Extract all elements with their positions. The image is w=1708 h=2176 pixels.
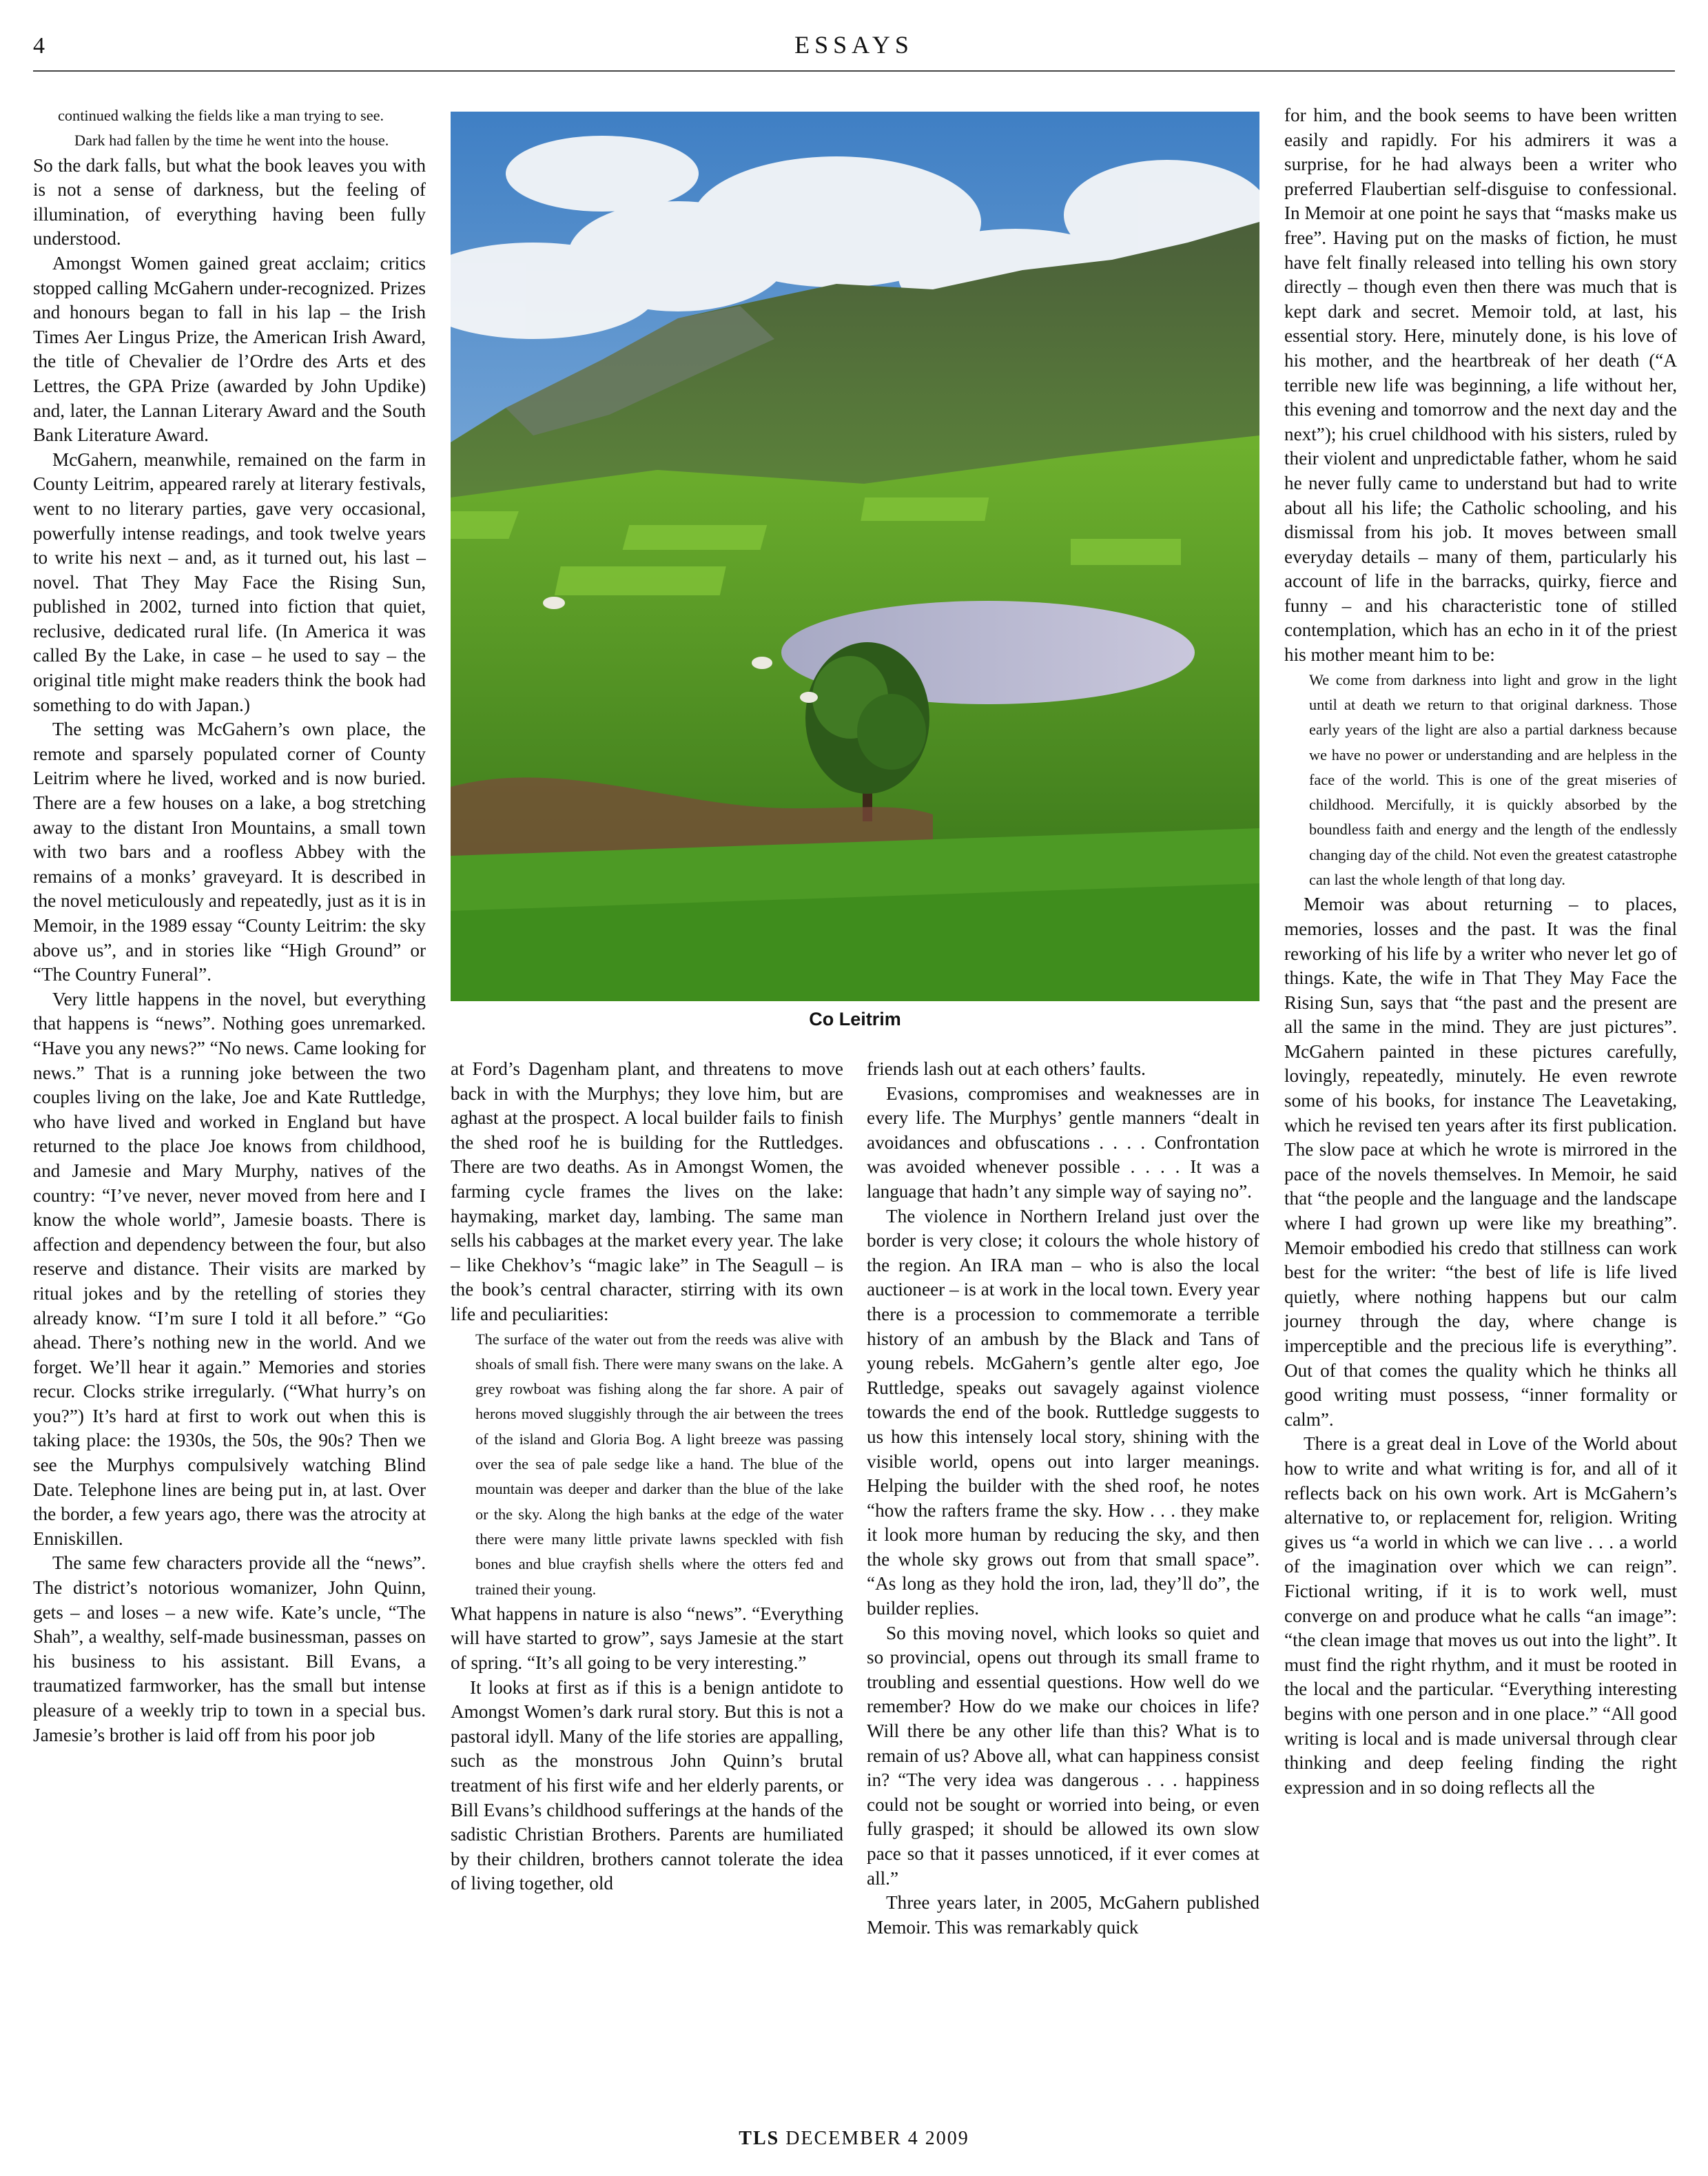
column-2	[451, 1057, 843, 1896]
quote-paragraph: The surface of the water out from the reeds was alive with shoals of small fish. There were many swans on the lake. A grey rowboat was fishing along the far shore. A pair of herons moved sluggishly through the air between the trees of the island and Gloria Bog. A light breeze was passing over the sea of pale sedge like a hand. The blue of the mountain was deeper and darker than the blue of the lake or the sky. Along the high banks at the edge of the water there were many little private lawns speckled with fish bones and blue crayfish shells where the otters fed and trained their young.	[475, 1330, 843, 1598]
column-4	[1284, 103, 1677, 1800]
block-quote	[1309, 668, 1677, 893]
block-quote	[58, 103, 426, 154]
section-title: ESSAYS	[794, 31, 914, 59]
column-1	[33, 103, 426, 1747]
quote-paragraph: Dark had fallen by the time he went into the house.	[74, 132, 389, 150]
paragraph: What happens in nature is also “news”. “Everything will have started to grow”, says Jamesie at the start of spring. “It’s all going to be very interesting.”	[451, 1603, 843, 1673]
page-number: 4	[33, 33, 45, 59]
publication-name: TLS	[739, 2128, 780, 2149]
paragraph: It looks at first as if this is a benign antidote to Amongst Women’s dark rural story. But this is not a pastoral idyll. Many of the life stories are appalling, such as the monstrous John Quinn’s brutal treatment of his first wife and her elderly parents, or Bill Evans’s childhood sufferings at the hands of the sadistic Christian Brothers. Parents are humiliated by their children, brothers cannot tolerate the idea of living together, old	[451, 1676, 843, 1894]
block-quote	[475, 1327, 843, 1602]
paragraph: The violence in Northern Ireland just over the border is very close; it colours the whole history of the region. An IRA man – who is also the local auctioneer – is at work in the local town. Every year there is a procession to commemorate a terrible history of an ambush by the Black and Tans of young rebels. McGahern’s gentle alter ego, Joe Ruttledge, speaks out savagely against violence towards the end of the book. Ruttledge suggests to us how this intensely local story, shining with the visible world, opens out into larger meanings. Helping the builder with the shed roof, he notes “how the rafters frame the sky. How . . . they make it look more human by reducing the sky, and then the whole sky grows out from that small space”. “As long as they hold the iron, lad, they’ll do”, the builder replies.	[867, 1205, 1259, 1619]
paragraph: So this moving novel, which looks so quiet and so provincial, opens out through its small frame to troubling and essential questions. How well do we remember? How do we make our choices in life? Will there be any other life than this? What is to remain of us? Above all, what can happiness consist in? “The very idea was dangerous . . . happiness could not be sought or worried into being, or even fully grasped; it should be allowed its own slow pace so that it passes unnoticed, if it ever comes at all.”	[867, 1622, 1259, 1889]
paragraph: Very little happens in the novel, but everything that happens is “news”. Nothing goes unremarked. “Have you any news?” “No news. Came looking for news.” That is a running joke between the two couples living on the lake, Joe and Kate Ruttledge, who have lived and worked in England but have returned to the place Joe knows from childhood, and Jamesie and Mary Murphy, natives of the country: “I’ve never, never moved from here and I know the whole world”, Jamesie boasts. There is affection and dependency between the four, but also reserve and distance. Their visits are marked by ritual jokes and by the retelling of stories they already know. “I’m sure I told it all before.” “Go ahead. There’s nothing new in the world. And we forget. We’ll hear it again.” Memories and stories recur. Clocks strike irregularly. (“What hurry’s on you?”) It’s hard at first to work out when this is taking place: the 1930s, the 50s, the 90s? Then we see the Murphys compulsively watching Blind Date. Telephone lines are being put in, at last. Over the border, a few years ago, there was the atrocity at Enniskillen.	[33, 988, 426, 1549]
paragraph: Memoir was about returning – to places, memories, losses and the past. It was the final reworking of his life by a writer who never let go of things. Kate, the wife in That They May Face the Rising Sun, says that “the past and the present are all the same in the mind. They are just pictures”. McGahern painted in these pictures carefully, lovingly, repeatedly, minutely. He even rewrote some of his books, for instance The Leavetaking, which he revised ten years after its first publication. The slow pace at which he wrote is mirrored in the pace of the novels themselves. In Memoir, he said that “the people and the language and the landscape where I had grown up were like my breathing”. Memoir embodied his credo that stillness can work best for the writer: “the best of life is life lived quietly, where nothing happens but our calm journey through the day, where change is imperceptible and the precious life is everything”. Out of that comes the quality which he thinks all good writing must possess, “inner formality or calm”.	[1284, 894, 1677, 1430]
paragraph: at Ford’s Dagenham plant, and threatens to move back in with the Murphys; they love him, but are aghast at the prospect. A local builder fails to finish the shed roof he is building for the Ruttledges. There are two deaths. As in Amongst Women, the farming cycle frames the lives on the lake: haymaking, market day, lambing. The same man sells his cabbages at the market every year. The lake – like Chekhov’s “magic lake” in The Seagull – is the book’s central character, stirring with its own life and peculiarities:	[451, 1058, 843, 1324]
column-3	[867, 1057, 1259, 1940]
paragraph: There is a great deal in Love of the World about how to write and what writing is for, and all of it reflects back on his own work. Art is McGahern’s alternative to, or replacement for, religion. Writing gives us “a world in which we can live . . . a world of the imagination over which we can reign”. Fictional writing, if it is to work well, must converge on and produce what he calls “an image”: “the clean image that moves us out into the light”. It must find the right rhythm, and it must be rooted in the local and the particular. “Everything interesting begins with one person and in one place.” “All good writing is local and is made universal through clear thinking and deep feeling finding the right expression and in so doing reflects all the	[1284, 1433, 1677, 1798]
issue-date: DECEMBER 4 2009	[785, 2128, 969, 2149]
page-footer	[0, 2128, 1708, 2150]
paragraph: Amongst Women gained great acclaim; critics stopped calling McGahern under-recognized. Prizes and honours began to fall in his lap – the Irish Times Aer Lingus Prize, the American Irish Award, the title of Chevalier de l’Ordre des Arts et des Lettres, the GPA Prize (awarded by John Updike) and, later, the Lannan Literary Award and the South Bank Literature Award.	[33, 252, 426, 446]
paragraph: The same few characters provide all the “news”. The district’s notorious womanizer, John Quinn, gets – and loses – a new wife. Kate’s uncle, “The Shah”, a wealthy, self-made businessman, passes on his business to his assistant. Bill Evans, a traumatized farmworker, has the small but intense pleasure of a weekly trip to town in a special bus. Jamesie’s brother is laid off from his poor job	[33, 1552, 426, 1745]
paragraph: Three years later, in 2005, McGahern published Memoir. This was remarkably quick	[867, 1892, 1259, 1938]
quote-paragraph: continued walking the fields like a man trying to see.	[58, 107, 384, 124]
paragraph: McGahern, meanwhile, remained on the farm in County Leitrim, appeared rarely at literary festivals, went to no literary parties, gave very occasional, powerfully intense readings, and took twelve years to write his next – and, as it turned out, his last – novel. That They May Face the Rising Sun, published in 2002, turned into fiction that quiet, reclusive, dedicated rural life. (In America it was called By the Lake, in case – he used to say – the original title might make readers think the book had something to do with Japan.)	[33, 449, 426, 715]
paragraph: So the dark falls, but what the book leaves you with is not a sense of darkness, but the feeling of illumination, of everything having been fully understood.	[33, 154, 426, 249]
landscape-photo	[451, 112, 1259, 1001]
paragraph: Evasions, compromises and weaknesses are in every life. The Murphys’ gentle manners “dealt in avoidances and obfuscations . . . . Confrontation was avoided whenever possible . . . . It was a language that hadn’t any simple way of saying no”.	[867, 1082, 1259, 1202]
paragraph: The setting was McGahern’s own place, the remote and sparsely populated corner of County Leitrim where he lived, worked and is now buried. There are a few houses on a lake, a bog stretching away to the distant Iron Mountains, a small town with two bars and a roofless Abbey with the remains of a monks’ graveyard. It is described in the novel meticulously and repeatedly, just as it is in Memoir, in the 1989 essay “County Leitrim: the sky above us”, and in stories like “High Ground” or “The Country Funeral”.	[33, 719, 426, 985]
paragraph: for him, and the book seems to have been written easily and rapidly. For his admirers it was a surprise, for he had always been a writer who preferred Flaubertian self-disguise to confessional. In Memoir at one point he says that “masks make us free”. Having put on the masks of fiction, he must have felt finally released into telling his own story directly – though even then there was much that is kept dark and secret. Memoir told, at last, his essential story. Here, minutely done, is his love of his mother, and the heartbreak of her death (“A terrible new life was beginning, a life without her, this evening and tomorrow and the next day and the next”); his cruel childhood with his sisters, ruled by their violent and unpredictable father, whom he said he never fully came to understand but had to write about all his life; the Catholic schooling, and his dismissal from his job. It moves between small everyday details – many of them, particularly his account of life in the barracks, quirky, fierce and funny – and his characteristic tone of stilled contemplation, which has an echo in it of the priest his mother meant him to be:	[1284, 105, 1677, 666]
quote-paragraph: We come from darkness into light and grow in the light until at death we return to that original darkness. Those early years of the light are also a partial darkness because we have no power or understanding and are helpless in the face of the world. This is one of the great miseries of childhood. Mercifully, it is quickly absorbed by the boundless faith and energy and the length of the endlessly changing day of the child. Not even the greatest catastrophe can last the whole length of that long day.	[1309, 670, 1677, 889]
paragraph: friends lash out at each others’ faults.	[867, 1058, 1146, 1079]
header-rule	[33, 70, 1675, 72]
photo-caption: Co Leitrim	[809, 1009, 901, 1029]
